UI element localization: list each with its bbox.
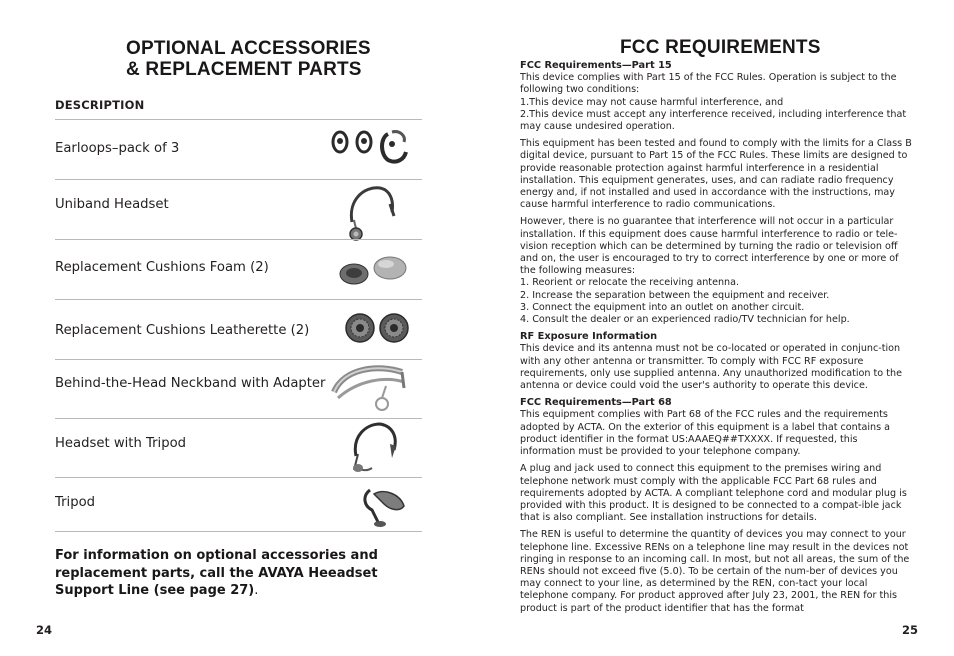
part15-condition: 2.This device must accept any interference received, including interference that may cause undesired operation.	[520, 108, 907, 133]
item-leatherette-cushions-label: Replacement Cushions Leatherette (2)	[55, 323, 310, 338]
part15-paragraph: However, there is no guarantee that interference will not occur in a particular installation. If this equipment does cause harmful interference to radio or tele-vision reception which can be determined by turning the radio or television off and on, the user is encouraged to try to correct interference by one or more of the following measures:	[520, 216, 899, 277]
list-item: 3. Connect the equipment into an outlet on another circuit.	[520, 301, 805, 313]
rf-paragraph: This device and its antenna must not be co-located or operated in conjunc-tion with any other antenna or transmitter. To comply with FCC RF exposure requirements, only use supplied antenna. Any unauthorized modification to the antenna or device could void the user's authority to operate this device.	[520, 343, 902, 392]
item-uniband-label: Uniband Headset	[55, 197, 169, 212]
part68-heading: FCC Requirements—Part 68	[520, 397, 672, 409]
accessories-title	[126, 38, 371, 80]
part68-paragraph: The REN is useful to determine the quantity of devices you may connect to your telephone line. Excessive RENs on a telephone line may result in the devices not ringing in response to an incoming call. In most, but not all areas, the sum of the RENs should not exceed five (5.0). To be certain of the num-ber of devices you may connect to your line, as determined by the REN, con-tact your local telephone company. For product approved after July 23, 2001, the REN for this product is part of the product identifier that has the format	[520, 529, 910, 614]
foam-cushions-image	[338, 255, 410, 287]
divider	[55, 531, 422, 532]
divider	[55, 179, 422, 180]
title-line-1: OPTIONAL ACCESSORIES	[126, 38, 371, 59]
headset-tripod-image	[346, 420, 402, 478]
neckband-image	[328, 362, 408, 414]
page-number-left: 24	[36, 623, 53, 637]
divider	[55, 299, 422, 300]
list-item: 1. Reorient or relocate the receiving antenna.	[520, 277, 740, 289]
support-note	[55, 547, 427, 600]
item-headset-tripod-label: Headset with Tripod	[55, 436, 187, 451]
support-note-period: .	[254, 583, 259, 598]
part15-heading: FCC Requirements—Part 15	[520, 60, 672, 71]
fcc-title: FCC REQUIREMENTS	[620, 37, 821, 58]
divider	[55, 239, 422, 240]
page-number-right: 25	[902, 623, 919, 637]
divider	[55, 418, 422, 419]
list-item: 4. Consult the dealer or an experienced radio/TV technician for help.	[520, 314, 850, 326]
part68-paragraph: A plug and jack used to connect this equipment to the premises wiring and telephone network must comply with the applicable FCC Part 68 rules and requirements adopted by ACTA. A compliant telephone cord and modular plug is provided with this product. It is designed to be connected to a compat-ible jack that is also compliant. See installation instructions for details.	[520, 463, 907, 524]
support-note-text: For information on optional accessories and replacement parts, call the AVAYA Heeadset Support Line (see page 27)	[55, 548, 378, 598]
divider	[55, 477, 422, 478]
item-neckband-label: Behind-the-Head Neckband with Adapter	[55, 376, 326, 391]
part15-intro: This device complies with Part 15 of the FCC Rules. Operation is subject to the following two conditions:	[520, 72, 897, 96]
item-foam-cushions-label: Replacement Cushions Foam (2)	[55, 260, 269, 275]
title-line-2: & REPLACEMENT PARTS	[126, 59, 362, 80]
part15-condition: 1.This device may not cause harmful interference, and	[520, 96, 784, 108]
description-header: DESCRIPTION	[55, 98, 145, 112]
item-earloops-label: Earloops–pack of 3	[55, 141, 180, 156]
leatherette-cushions-image	[344, 312, 410, 344]
uniband-headset-image	[344, 182, 400, 244]
earloops-image	[330, 124, 410, 170]
list-item: 2. Increase the separation between the equipment and receiver.	[520, 289, 830, 301]
divider	[55, 119, 422, 120]
divider	[55, 359, 422, 360]
measures-list	[520, 277, 914, 326]
part68-paragraph: This equipment complies with Part 68 of the FCC rules and the requirements adopted by ACTA. On the exterior of this equipment is a label that contains a product identifier in the format US:AAAEQ##TXXXX. If requested, this information must be provided to your telephone company.	[520, 409, 891, 458]
tripod-image	[360, 484, 408, 528]
fcc-body	[520, 60, 914, 615]
right-page	[477, 0, 954, 656]
part15-paragraph: This equipment has been tested and found to comply with the limits for a Class B digital device, pursuant to Part 15 of the FCC Rules. These limits are designed to provide reasonable protection against harmful interference in a residential installation. This equipment generates, uses, and can radiate radio frequency energy and, if not installed and used in accordance with the instructions, may cause harmful interference to radio communications.	[520, 138, 912, 211]
rf-heading: RF Exposure Information	[520, 331, 658, 343]
item-tripod-label: Tripod	[55, 495, 96, 510]
